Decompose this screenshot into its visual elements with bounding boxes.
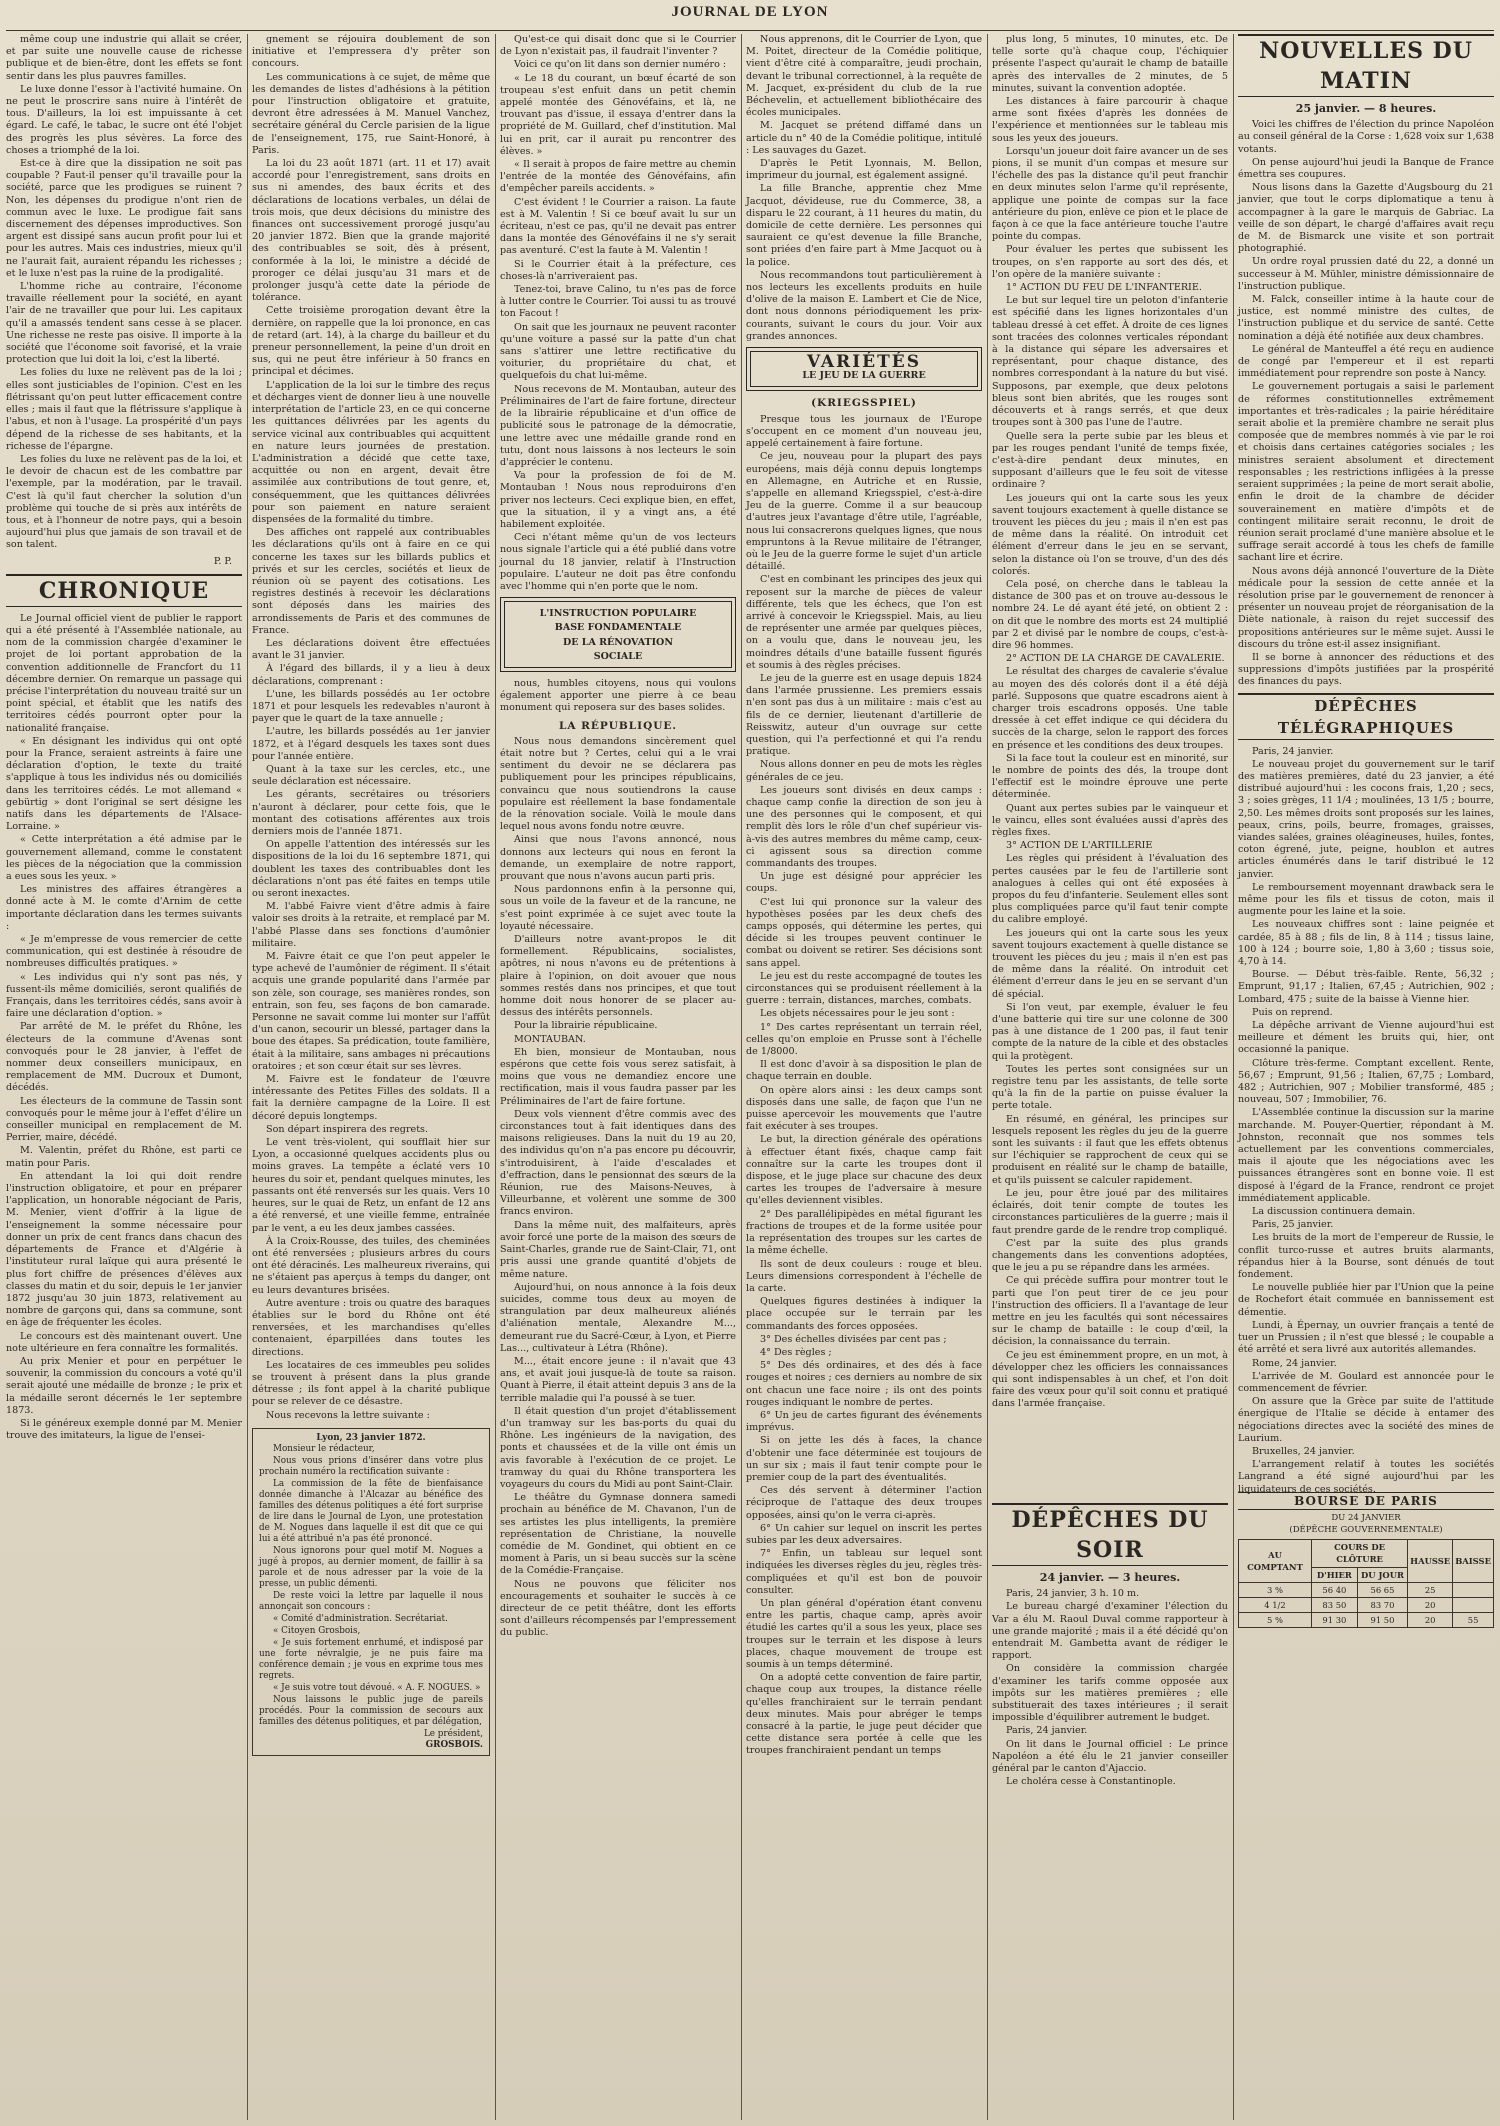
column-5 [992, 34, 1228, 2120]
nouvelle-paragraph: On pense aujourd'hui jeudi la Banque de France émettra ses coupures. [1238, 156, 1494, 181]
column-4 [746, 34, 982, 2120]
bourse-group-header: COURS DE CLÔTURE [1311, 1540, 1407, 1567]
article-paragraph: D'ailleurs notre avant-propos le dit formellement. Républicains, socialistes, apôtres, ni nous n'avons eu de prétentions à plaire à l'opinion, on doit avouer que nous sommes restés dans nos principes, et que tout homme doit nous honorer de se placer au-dessus des intérêts personnels. [500, 934, 736, 1019]
article-paragraph: Quant à la taxe sur les cercles, etc., une seule déclaration est nécessaire. [252, 763, 490, 788]
jeu-paragraph: Presque tous les journaux de l'Europe s'occupent en ce moment d'un nouveau jeu, appelé certainement à faire fortune. [746, 413, 982, 450]
nouvelle-paragraph: Un ordre royal prussien daté du 22, a donné un successeur à M. Mühler, ministre démissionnaire de l'instruction publique. [1238, 256, 1494, 292]
article-paragraph: Nous recommandons tout particulièrement à nos lecteurs les excellents produits en huile d'olive de la maison E. Lambert et Cie de Nice, dont nous donnons périodiquement les prix-courants, suivant le cours du jour. Voir aux grandes annonces. [746, 269, 982, 342]
jeu-paragraph: Ils sont de deux couleurs : rouge et bleu. Leurs dimensions correspondent à l'échelle de la carte. [746, 1258, 982, 1294]
article-paragraph: Autre aventure : trois ou quatre des baraques établies sur le bord du Rhône ont été renversées, et les marchandises qu'elles contenaient, éparpillées dans toutes les directions. [252, 1297, 490, 1358]
jeu-paragraph: En résumé, en général, les principes sur lesquels reposent les règles du jeu de la guerre sont les suivants : il faut que les effets obtenus sur l'échiquier se rapprochent de ceux qui se produisent en réalité sur le champ de bataille, et qu'ils puissent se calculer rapidement. [992, 1113, 1228, 1186]
chronique-paragraph: « Cette interprétation a été admise par le gouvernement allemand, comme le constatent les pièces de la négociation que la commission a eues sous les yeux. » [6, 834, 242, 882]
article-paragraph: « Il serait à propos de faire mettre au chemin l'entrée de la montée des Génovéfains, afin d'empêcher pareils accidents. » [500, 159, 736, 195]
depeche-paragraph: Le nouvelle publiée hier par l'Union que la peine de Rochefort était commuée en bannissement est démentie. [1238, 1282, 1494, 1318]
article-paragraph: Tenez-toi, brave Calino, tu n'es pas de force à lutter contre le Courrier. Toi aussi tu as trouvé ton Facout ! [500, 284, 736, 320]
nouvelles-heading: NOUVELLES DU MATIN [1238, 34, 1494, 97]
depeche-paragraph: Paris, 24 janvier, 3 h. 10 m. [1006, 1588, 1140, 1600]
jeu-paragraph: 6° Un jeu de cartes figurant des événements imprévus. [746, 1409, 982, 1434]
chronique-paragraph: Si le généreux exemple donné par M. Menier trouve des imitateurs, la ligue de l'ensei- [6, 1417, 242, 1442]
depeche-paragraph: Paris, 24 janvier. [1252, 745, 1334, 757]
depeche-paragraph: Paris, 25 janvier. [1252, 1219, 1334, 1231]
depeche-paragraph: On assure que la Grèce par suite de l'attitude énergique de l'Italie se décide à entamer des négociations directes avec la société des mines de Laurium. [1238, 1396, 1494, 1444]
letter-date: Lyon, 23 janvier 1872. [316, 1432, 426, 1443]
article-paragraph: « Le 18 du courant, un bœuf écarté de son troupeau s'est enfuit dans un petit chemin appelé montée des Génovéfains, et là, ne trouvant pas d'issue, il essaya d'entrer dans la propriété de M. Guillard, chef d'institution. Mal lui en prit, car il aurait pu rencontrer des élèves. » [500, 72, 736, 157]
col5-article [992, 34, 1228, 1499]
bourse-cell: 4 1/2 [1239, 1597, 1312, 1612]
bourse-row [1239, 1582, 1494, 1597]
depeche-paragraph: Le nouveau projet du gouvernement sur le tarif des matières premières, daté du 23 janvier, a été distribué aujourd'hui : les cocons frais, 1,20 ; secs, 3 ; soies grèges, 11 1/4 ; moulinées, 13 1/5 ; bourre, 2,50. Les mêmes droits sont proposés sur les laines, peaux, crins, poils, beurre, fromages, graisses, viandes salées, graines oléagineuses, huiles, fontes, coton égrené, jute, peigne, houblon et autres articles énumérés dans le tarif distribué le 12 janvier. [1238, 758, 1494, 880]
depeche-paragraph: Clôture très-ferme. Comptant excellent. Rente, 56,67 ; Emprunt, 91,56 ; Italien, 67,75 ; Lombard, 482 ; Autrichien, 907 ; Mobilier transformé, 485 ; nouveau, 507 ; Immobilier, 76. [1238, 1057, 1494, 1106]
inst-text: nous, humbles citoyens, nous qui voulons également apporter une pierre à ce beau monument qui reposera sur des bases solides. [500, 677, 736, 714]
nouvelle-paragraph: Le gouvernement portugais a saisi le parlement de réformes constitutionnelles extrêmement importantes et très-radicales ; la pairie héréditaire serait abolie et la première chambre ne serait plus composée que de membres nommés à vie par le roi et choisis dans certaines catégories sociales ; les ministres seraient absolument et directement responsables ; les restrictions infligées à la presse seraient supprimées ; la peine de mort serait abolie, enfin le droit de la chambre de décider souverainement en matière d'impôts et de contingent militaire serait reconnu, le droit de réunion serait proclamé d'une manière absolue et le suffrage serait accordé à tous les chefs de famille sachant lire et écrire. [1238, 381, 1494, 564]
depeche-paragraph: La dépêche arrivant de Vienne aujourd'hui est meilleure et dément les bruits qui, hier, ont occasionné la panique. [1238, 1020, 1494, 1056]
jeu-paragraph: 5° Des dés ordinaires, et des dés à face rouges et noires ; ces derniers au nombre de six ont chacun une face noire ; ils ont des points rouges indiquant le nombre de pertes. [746, 1360, 982, 1408]
varietes-subheading: LE JEU DE LA GUERRE [802, 370, 926, 382]
bourse-col-header: DU JOUR [1357, 1567, 1407, 1582]
republique-heading: LA RÉPUBLIQUE. [558, 719, 678, 732]
jeu-paragraph: C'est lui qui prononce sur la valeur des hypothèses posées par les deux chefs des camps opposés, qui détermine les pertes, qui décide si les troupes peuvent continuer le combat ou doivent se retirer. Ses décisions sont sans appel. [746, 896, 982, 969]
jeu-paragraph: Les règles qui président à l'évaluation des pertes causées par le feu de l'artillerie sont analogues à celles qui ont été exposées à propos du feu d'infanterie. Seulement elles sont plus compliquées parce qu'il faut tenir compte du calibre employé. [992, 853, 1228, 926]
article-paragraph: Nous pardonnons enfin à la personne qui, sous un voile de la faveur et de la rancune, ne s'est point exprimée à ce sujet avec toute la loyauté nécessaire. [500, 884, 736, 932]
article-paragraph: M. Faivre est le fondateur de l'œuvre intéressante des Petites Filles des soldats. Il a fait la dernière campagne de la Loire. Il est décoré depuis longtemps. [252, 1074, 490, 1122]
bourse-col-header: HAUSSE [1408, 1540, 1453, 1583]
columns-container [6, 34, 1494, 2120]
jeu-paragraph: Le but sur lequel tire un peloton d'infanterie est spécifié dans les lignes horizontales d'un tableau dressé à cet effet. À droite de ces lignes sont tracées des colonnes verticales répondant à la distance qui sépare les adversaires et représentant, pour chaque distance, des nombres correspondant à la nature du but visé. Supposons, par exemple, que deux pelotons bleus sont bien abrités, que les rouges sont découverts et à rangs serrés, et que deux troupes sont à 300 pas l'une de l'autre. [992, 295, 1228, 429]
article-paragraph: Est-ce à dire que la dissipation ne soit pas coupable ? Faut-il penser qu'il travaille pour la société, parce que les prodigues se ruinent ? Non, les dépenses du prodigue n'ont rien de commun avec le luxe. Le prodigue fait sans discernement des dépenses improductives. Son argent est dissipé sans aucun profit pour lui et pour les autres. Mais ces industries, mieux qu'il ne l'aurait fait, auraient répandu les richesses ; et le luxe n'est pas la ruine de la prodigalité. [6, 158, 242, 279]
bourse-cell: 56 40 [1311, 1582, 1357, 1597]
telegraphiques-article [1238, 745, 1494, 1495]
chronique-paragraph: Le Journal officiel vient de publier le rapport qui a été présenté à l'Assemblée nationale, au nom de la commission chargée d'examiner le projet de loi portant approbation de la convention additionnelle de Francfort du 11 décembre dernier. On remarque un passage qui précise l'interprétation du nouveau traité sur un point spécial, et établit que les natifs des territoires cédés pourront opter pour la nationalité française. [6, 612, 242, 734]
col1-signature: P. P. [213, 555, 232, 567]
jeu-paragraph: 2° ACTION DE LA CHARGE DE CAVALERIE. [1006, 653, 1225, 665]
article-paragraph: Va pour la profession de foi de M. Montauban ! Nous nous reproduirons d'en priver nos lecteurs. Ceci explique bien, en effet, que la situation, il y a vingt ans, a été habilement exploitée. [500, 470, 736, 530]
letter-body [259, 1444, 483, 1728]
depeche-paragraph: L'Assemblée continue la discussion sur la marine marchande. M. Pouyer-Quertier, répondant à M. Johnston, reconnaît que nos sommes tels actuellement par les conventions commerciales, mais il ajoute que les négociations avec les puissances étrangères sont en bonne voie. Il est disposé à l'égard de la France, rendront ce projet immédiatement applicable. [1238, 1107, 1494, 1204]
letter-paragraph: Nous vous prions d'insérer dans votre plus prochain numéro la rectification suivante : [259, 1455, 483, 1477]
bourse-cell: 83 50 [1311, 1597, 1357, 1612]
bourse-cell: 55 [1453, 1613, 1494, 1628]
bourse-table [1238, 1539, 1494, 1628]
depeche-paragraph: Le bureau chargé d'examiner l'élection du Var a élu M. Raoul Duval comme rapporteur à une grande majorité ; mais il a été décidé qu'on entendrait M. Gambetta avant de rédiger le rapport. [992, 1601, 1228, 1662]
depeche-paragraph: Le remboursement moyennant drawback sera le même pour les fils et tissus de coton, mais il augmente pour les laine et la soie. [1238, 881, 1494, 918]
jeu-guerre-article [746, 414, 982, 1758]
depeche-paragraph: Le choléra cesse à Constantinople. [1006, 1776, 1176, 1788]
bourse-cell: 20 [1408, 1597, 1453, 1612]
depeche-paragraph: On lit dans le Journal officiel : Le prince Napoléon a été élu le 21 janvier conseiller général par le canton d'Ajaccio. [992, 1738, 1228, 1775]
article-paragraph: M. Jacquet se prétend diffamé dans un article du n° 40 de la Comédie politique, intitulé : Les sauvages du Gazet. [746, 120, 982, 156]
depeche-paragraph: Les nouveaux chiffres sont : laine peignée et cardée, 85 à 88 ; fils de lin, 8 à 114 ; tissus laine, 100 à 124 ; bourre soie, 1,80 à 3,60 ; tissus soie, 4,70 à 14. [1238, 919, 1494, 967]
jeu-paragraph: Le jeu de la guerre est en usage depuis 1824 dans l'armée prussienne. Les premiers essais n'en sont pas dus à un militaire : mais c'est au fils de ce dernier, lieutenant d'artillerie de Reisswitz, auteur d'un ouvrage sur cette question, qui l'a perfectionné et qui l'a rendu pratique. [746, 672, 982, 758]
bourse-cell: 25 [1408, 1582, 1453, 1597]
column-rule [987, 34, 988, 2120]
jeu-paragraph: Quelques figures destinées à indiquer la place occupée sur le terrain par les commandants des forces opposées. [746, 1296, 982, 1332]
jeu-paragraph: Toutes les pertes sont consignées sur un registre tenu par les assistants, de telle sorte qu'à la fin de la partie on puisse évaluer la perte totale. [992, 1063, 1228, 1112]
chronique-article [6, 613, 242, 1443]
article-paragraph: Le théâtre du Gymnase donnera samedi prochain au bénéfice de M. Chavanon, l'un de ses artistes les plus intelligents, la première représentation de Christiane, la nouvelle comédie de M. Gondinet, qui obtient en ce moment à Paris, un si beau succès sur la scène de la Comédie-Française. [500, 1492, 736, 1577]
varietes-paren: (KRIEGSSPIEL) [811, 397, 917, 410]
bourse-date: DU 24 JANVIER [1331, 1512, 1401, 1523]
jeu-paragraph: Ce qui précède suffira pour montrer tout le parti que l'on peut tirer de ce jeu pour l'instruction des officiers. Il a l'avantage de leur mettre en jeu les facultés qui sont nécessaires sur le champ de bataille : le coup d'œil, la décision, la connaissance du terrain. [992, 1275, 1228, 1348]
article-paragraph: L'une, les billards possédés au 1er octobre 1871 et pour lesquels les redevables n'auront à payer que le quart de la taxe annuelle ; [252, 688, 490, 725]
jeu-paragraph: C'est par la suite des plus grands changements dans les conventions adoptées, que le jeu a pu se répandre dans les armées. [992, 1237, 1228, 1274]
letter-box [252, 1428, 490, 1756]
article-paragraph: M. Faivre était ce que l'on peut appeler le type achevé de l'aumônier de régiment. Il s'était acquis une grande popularité dans l'armée par son zèle, son courage, ses manières rondes, son entrain, son feu, ses façons de bon camarade. Personne ne savait comme lui monter sur l'affût d'un canon, secourir un blessé, partager dans la boue des étapes. Sa prédication, toute familière, était à la militaire, sans ambages ni précautions oratoires ; et son cœur était sur ses lèvres. [252, 951, 490, 1072]
jeu-paragraph: On opère alors ainsi : les deux camps sont disposés dans une salle, de façon que l'un ne puisse apercevoir les mouvements que l'autre fait exécuter à ses troupes. [746, 1084, 982, 1133]
depeche-paragraph: Bourse. — Début très-faible. Rente, 56,32 ; Emprunt, 91,17 ; Italien, 67,45 ; Autrichien, 902 ; Lombard, 475 ; suite de la baisse à Vienne hier. [1238, 969, 1494, 1005]
jeu-paragraph: Quant aux pertes subies par le vainqueur et le vaincu, elles sont évaluées aussi d'après des règles fixes. [992, 802, 1228, 838]
article-paragraph: M..., était encore jeune : il n'avait que 43 ans, et avait joui jusque-là de toute sa raison. Quant à Pierre, il était atteint depuis 3 ans de la terrible maladie qui l'a poussé à se tuer. [500, 1355, 736, 1404]
varietes-heading: VARIÉTÉS [807, 352, 921, 373]
article-paragraph: Nous recevons de M. Montauban, auteur des Préliminaires de l'art de faire fortune, directeur de la librairie républicaine et d'un office de publicité sous le patronage de la démocratie, une lettre avec une médaille grande rond en tutu, dont nous laissons à nos lecteurs le soin d'apprécier le contenu. [500, 383, 736, 468]
col2-article [252, 34, 490, 1422]
telegraphiques-heading: DÉPÊCHES TÉLÉGRAPHIQUES [1238, 693, 1494, 740]
nouvelles-subheading: 25 janvier. — 8 heures. [1295, 102, 1437, 115]
column-1 [6, 34, 242, 2120]
article-paragraph: Nous ne pouvons que féliciter nos encouragements et souhaiter le succès à ce directeur de ce petit théâtre, dont les efforts sont d'ailleurs récompensés par l'empressement du public. [500, 1578, 736, 1639]
article-paragraph: L'autre, les billards possédés au 1er janvier 1872, et à l'égard desquels les taxes sont dues pour l'année entière. [252, 726, 490, 762]
article-paragraph: La loi du 23 août 1871 (art. 11 et 17) avait accordé pour l'enregistrement, sans droits en sus ni amendes, des baux écrits et des déclarations de locations verbales, un délai de trois mois, que deux décisions du ministre des finances ont successivement prorogé jusqu'au 20 janvier 1872. Bien que la grande majorité des contribuables se soit, dès à présent, conformée à la loi, le ministre a décidé de proroger ce délai jusqu'au 31 mars et de prolonger jusqu'à cette date la période de tolérance. [252, 158, 490, 304]
depeche-paragraph: Les bruits de la mort de l'empereur de Russie, le conflit turco-russe et autres bruits alarmants, répandus hier à la Bourse, sont dénués de tout fondement. [1238, 1232, 1494, 1281]
jeu-paragraph: C'est en combinant les principes des jeux qui reposent sur la marche de pièces de valeur différente, tels que les échecs, que l'on est arrivé à concevoir le Kriegsspiel. Mais, au lieu de représenter une armée par quelques pièces, on a voulu que, dans le nouveau jeu, les moindres détails d'une bataille fussent figurés et soumis à des règles précises. [746, 574, 982, 671]
jeu-paragraph: plus long, 5 minutes, 10 minutes, etc. De telle sorte qu'à chaque coup, l'échiquier présente l'aspect qu'aurait le champ de bataille après des intervalles de 2 minutes, de 5 minutes, suivant la convention adoptée. [992, 34, 1228, 94]
jeu-paragraph: Les distances à faire parcourir à chaque arme sont fixées d'après les données de l'expérience et mentionnées sur le tableau mis sous les yeux des joueurs. [992, 96, 1228, 144]
chronique-paragraph: « En désignant les individus qui ont opté pour la France, seraient astreints à faire une déclaration d'option, le texte du traité s'applique à tous les individus nés ou domiciliés dans les territoires cédés. Le mot allemand « gebürtig » dont l'original se sert désigne les natifs dans les départements de l'Alsace-Lorraine. » [6, 735, 242, 833]
article-paragraph: Les communications à ce sujet, de même que les demandes de listes d'adhésions à la pétition pour l'instruction obligatoire et gratuite, devront être adressées à M. Manuel Vanchez, secrétaire général du Cercle parisien de la ligue de l'enseignement, 175, rue Saint-Honoré, à Paris. [252, 71, 490, 156]
jeu-paragraph: Un plan général d'opération étant convenu entre les partis, chaque camp, après avoir étudié les cartes qu'il a sous les yeux, place ses troupes sur le terrain et les dispose à leurs places, chaque mouvement de troupe est soumis à un temps déterminé. [746, 1597, 982, 1670]
article-paragraph: Son départ inspirera des regrets. [266, 1123, 429, 1135]
article-paragraph: Nous recevons la lettre suivante : [266, 1409, 430, 1421]
article-paragraph: C'est évident ! le Courrier a raison. La faute est à M. Valentin ! Si ce bœuf avait lu sur un écriteau, n'est ce pas, qu'il ne devait pas entrer dans la montée des Génovéfains il ne s'y serait pas aventuré. C'est la faute à M. Valentin ! [500, 196, 736, 257]
bourse-col-header: BAISSE [1453, 1540, 1494, 1583]
article-paragraph: MONTAUBAN. [514, 1033, 586, 1045]
nouvelle-paragraph: Nous lisons dans la Gazette d'Augsbourg du 21 janvier, que tout le corps diplomatique a tenu à accompagner à la gare le marquis de Gabriac. La veille de son départ, le chargé d'affaires avait reçu de M. de Bismarck une visite et son portrait photographié. [1238, 182, 1494, 255]
col4-article [746, 34, 982, 343]
article-paragraph: Deux vols viennent d'être commis avec des circonstances tout à fait identiques dans des maisons religieuses. Dans la nuit du 19 au 20, des individus qu'on n'a pas encore pu découvrir, s'introduisirent, à l'aide d'escalades et d'effraction, dans le pensionnat des sœurs de la Réunion, rue des Maisons-Neuves, à Villeurbanne, et volèrent une somme de 300 francs environ. [500, 1108, 736, 1218]
article-paragraph: On sait que les journaux ne peuvent raconter qu'une voiture a passé sur la patte d'un chat sans s'attirer une lettre rectificative du voiturier, du propriétaire du chat, et quelquefois du chat lui-même. [500, 321, 736, 382]
chronique-paragraph: Par arrêté de M. le préfet du Rhône, les électeurs de la commune d'Avenas sont convoqués pour le 28 janvier, à l'effet de nommer deux conseillers municipaux, en remplacement de MM. Ducroux et Dumont, décédés. [6, 1021, 242, 1094]
article-paragraph: Des affiches ont rappelé aux contribuables les déclarations qu'ils ont à faire en ce qui concerne les taxes sur les billards publics et privés et sur les cercles, sociétés et lieux de réunion où se payent des cotisations. Les registres destinés à recevoir les déclarations sont déposés dans les mairies des arrondissements de Paris et des communes de France. [252, 527, 490, 636]
column-rule [1233, 34, 1234, 2120]
nouvelle-paragraph: Voici les chiffres de l'élection du prince Napoléon au conseil général de la Corse : 1,628 voix sur 1,638 votants. [1238, 119, 1494, 155]
bourse-cell: 20 [1408, 1613, 1453, 1628]
article-paragraph: Si le Courrier était à la préfecture, ces choses-là n'arriveraient pas. [500, 258, 736, 282]
letter-sign-name: GROSBOIS. [425, 1739, 483, 1750]
jeu-paragraph: Si la face tout la couleur est en minorité, sur le nombre de points des dés, la troupe dont l'effectif est le moindre éprouve une perte déterminée. [992, 752, 1228, 801]
jeu-paragraph: Les objets nécessaires pour le jeu sont : [760, 1008, 955, 1020]
article-paragraph: La fille Branche, apprentie chez Mme Jacquot, dévideuse, rue du Commerce, 38, a disparu le 22 courant, à 11 heures du matin, du domicile de cette dernière. Les personnes qui sauraient ce qu'est devenue la fille Branche, sont priées d'en faire part à Mme Jacquot ou à la police. [746, 183, 982, 268]
jeu-paragraph: Si l'on veut, par exemple, évaluer le feu d'une batterie qui tire sur une colonne de 300 pas à une distance de 1 200 pas, il faut tenir compte de la nature de la cible et des obstacles qui la protègent. [992, 1001, 1228, 1062]
bourse-cell: 56 65 [1357, 1582, 1407, 1597]
jeu-paragraph: Le but, la direction générale des opérations à effectuer étant fixés, chaque camp fait connaître sur la carte les troupes dont il dispose, et le juge place sur chacune des deux cartes les troupes de l'adversaire à mesure qu'elles deviennent visibles. [746, 1134, 982, 1207]
letter-paragraph: Nous laissons le public juge de pareils procédés. Pour la commission de secours aux familles des détenus politiques, et par délégation, [259, 1694, 483, 1727]
article-paragraph: À l'égard des billards, il y a lieu à deux déclarations, comprenant : [252, 663, 490, 687]
jeu-paragraph: Les joueurs sont divisés en deux camps : chaque camp confie la direction de son jeu à une des personnes qui le composent, et qui remplit dès lors le rôle d'un chef supérieur vis-à-vis des autres membres du même camp, ceux-ci agissent sous sa direction comme commandants des troupes. [746, 784, 982, 869]
jeu-paragraph: Nous allons donner en peu de mots les règles générales de ce jeu. [746, 759, 983, 783]
jeu-paragraph: On a adopté cette convention de faire partir, chaque coup aux troupes, la distance réelle qu'elles franchiraient sur le terrain pendant deux minutes. Mais pour abréger le temps consacré à la partie, le juge peut décider que cette distance sera portée à celle que les troupes franchiraient pendant un temps [746, 1672, 982, 1757]
jeu-paragraph: Le jeu, pour être joué par des militaires éclairés, doit tenir compte de toutes les circonstances particulières de la guerre ; mais il faut prendre garde de le rendre trop compliqué. [992, 1187, 1228, 1236]
depeche-paragraph: Puis on reprend. [1252, 1006, 1333, 1018]
article-paragraph: même coup une industrie qui allait se créer, et par suite une nouvelle cause de richesse publique et de bien-être, dont les effets se font sentir dans les plus pauvres familles. [6, 34, 242, 82]
jeu-paragraph: Il est donc d'avoir à sa disposition le plan de chaque terrain en double. [746, 1059, 982, 1083]
article-paragraph: Les déclarations doivent être effectuées avant le 31 janvier. [252, 637, 490, 662]
inst-line-2: BASE FONDAMENTALE [554, 622, 682, 634]
article-paragraph: Voici ce qu'on lit dans son dernier numéro : [514, 59, 727, 71]
chronique-heading: CHRONIQUE [6, 574, 242, 607]
instruction-box [500, 597, 736, 672]
article-paragraph: Les gérants, secrétaires ou trésoriers n'auront à déclarer, pour cette fois, que le montant des cotisations afférentes aux trois derniers mois de l'année 1871. [252, 789, 490, 837]
nouvelles-article [1238, 119, 1494, 688]
inst-line-1: L'INSTRUCTION POPULAIRE [539, 608, 697, 620]
col3-article [500, 34, 736, 593]
jeu-paragraph: Les joueurs qui ont la carte sous les yeux savent toujours exactement à quelle distance se trouvent les pièces du jeu ; mais il n'en est pas de même dans la réalité. On introduit cet élément d'erreur dans le jeu en se servant, selon la distance où l'on se trouve, d'un des dés colorés. [992, 492, 1228, 577]
chronique-paragraph: M. Valentin, préfet du Rhône, est parti ce matin pour Paris. [6, 1145, 242, 1169]
bourse-cell: 91 30 [1311, 1613, 1357, 1628]
jeu-paragraph: Les joueurs qui ont la carte sous les yeux savent toujours exactement à quelle distance se trouvent les pièces du jeu ; mais il n'en est pas de même dans la réalité. On introduit cet élément d'erreur dans le jeu en se servant d'un dé spécial. [992, 927, 1228, 1000]
article-paragraph: Nous nous demandons sincèrement quel était notre but ? Certes, celui qui a le vrai sentiment du devoir ne se déclarera pas publiquement pour les principes républicains, convaincu que nous soutiendrons la cause populaire est réellement la base fondamentale de la rénovation sociale. Voilà le moule dans lequel nous avons fondu notre œuvre. [500, 735, 736, 833]
col1-article [6, 34, 242, 552]
depeche-paragraph: Rome, 24 janvier. [1252, 1357, 1337, 1369]
letter-paragraph: La commission de la fête de bienfaisance donnée dimanche à l'Alcazar au bénéfice des familles des détenus politiques a été fort surprise de lire dans le Journal de Lyon, une protestation de M. Nogues dans laquelle il est dit que ce qui lui a été attribué n'a pas été prononcé. [259, 1478, 483, 1544]
jeu-paragraph: 1° Des cartes représentant un terrain réel, celles qu'on emploie en Prusse sont à l'échelle de 1/8000. [746, 1021, 982, 1058]
chronique-paragraph: En attendant la loi qui doit rendre l'instruction obligatoire, et pour en préparer l'application, un honorable négociant de Paris, M. Menier, vient d'offrir à la ligue de l'enseignement la somme nécessaire pour donner un prix de cent francs dans chacun des départements de France et d'Algérie à l'instituteur rural laïque qui aura présenté le plus fort chiffre de présences d'élèves aux classes du matin et du soir, depuis le 1er janvier 1872 jusqu'au 30 juin 1873, relativement au nombre de garçons qui, dans sa commune, sont en âge de fréquenter les écoles. [6, 1170, 242, 1329]
nouvelle-paragraph: Le général de Manteuffel a été reçu en audience de congé par l'empereur et il est reparti immédiatement pour reprendre son poste à Nancy. [1238, 343, 1494, 380]
bourse-cell [1453, 1597, 1494, 1612]
varietes-box [746, 347, 982, 391]
article-paragraph: Ceci n'étant même qu'un de vos lecteurs nous signale l'article qui a été publié dans votre journal du 18 janvier, relatif à l'Instruction populaire. L'auteur ne doit pas être confondu avec l'homme qui n'en porte que le nom. [500, 532, 736, 592]
bourse-row [1239, 1597, 1494, 1612]
jeu-paragraph: Si on jette les dés à faces, la chance d'obtenir une face déterminée est toujours de un sur six ; mais il faut tenir compte pour le premier coup de la part des éventualités. [746, 1435, 982, 1483]
bourse-cell [1453, 1582, 1494, 1597]
depeche-paragraph: La discussion continuera demain. [1252, 1206, 1416, 1218]
bourse-row [1239, 1613, 1494, 1628]
jeu-paragraph: Lorsqu'un joueur doit faire avancer un de ses pions, il se munit d'un compas et mesure sur l'échelle des pas la distance qu'il peut franchir en deux minutes selon l'arme qu'il représente, applique une pointe de compas sur la face antérieure du pion, enlève ce pion et le place de façon à ce que la face antérieure touche l'autre pointe du compas. [992, 145, 1228, 243]
depeche-paragraph: L'arrangement relatif à toutes les sociétés Langrand a été signé aujourd'hui par les liquidateurs de ces sociétés. [1238, 1459, 1494, 1495]
bourse-cell: 3 % [1239, 1582, 1312, 1597]
article-paragraph: Il était question d'un projet d'établissement d'un tramway sur les bas-ports du quai du Rhône. Les ingénieurs de la navigation, des ponts et chaussées et de la ville ont émis un avis favorable à l'exécution de ce projet. Le tramway du quai du Rhône transportera les voyageurs du cours du Midi au pont Saint-Clair. [500, 1405, 736, 1490]
jeu-paragraph: 7° Enfin, un tableau sur lequel sont indiquées les diverses règles du jeu, règles très-compliquées et qu'il est bon de pouvoir consulter. [746, 1548, 982, 1596]
jeu-paragraph: Un juge est désigné pour apprécier les coups. [746, 871, 982, 895]
jeu-paragraph: 1° ACTION DU FEU DE L'INFANTERIE. [1006, 282, 1202, 294]
depeche-paragraph: Lundi, à Épernay, un ouvrier français a tenté de tuer un Prussien ; il n'est que blessé ; le coupable a été arrêté et sera livré aux autorités allemandes. [1238, 1319, 1494, 1356]
bourse-body [1239, 1582, 1494, 1628]
article-paragraph: Cette troisième prorogation devant être la dernière, on rappelle que la loi prononce, en cas de retard (art. 14), à la charge du bailleur et du preneur personnellement, la peine d'un droit en sus, qui ne peut être inférieur à 50 francs en principal et décimes. [252, 305, 490, 378]
bourse-cell: 91 50 [1357, 1613, 1407, 1628]
depeches-soir-article [992, 1588, 1228, 1788]
jeu-paragraph: Ce jeu, nouveau pour la plupart des pays européens, mais déjà connu depuis longtemps en Allemagne, en Autriche et en Russie, s'appelle en allemand Kriegsspiel, c'est-à-dire Jeu de la guerre. Comme il a sur beaucoup d'autres jeux l'avantage d'être utile, l'agréable, nous lui consacrerons quelques lignes, que nous empruntons à la Revue militaire de l'étranger, où le Jeu de la guerre forme le sujet d'un article détaillé. [746, 451, 982, 573]
nouvelle-paragraph: Nous avons déjà annoncé l'ouverture de la Diète médicale pour la session de cette année et la résolution prise par le gouvernement de renoncer à présenter un nouveau projet de réorganisation de la Diète nationale, à raison du rejet successif des propositions antérieures sur le même sujet. Aussi le discours du trône est-il assez insignifiant. [1238, 565, 1494, 650]
jeu-paragraph: 2° Des parallélipipèdes en métal figurant les fractions de troupes et de la forme usitée pour la représentation des troupes sur les cartes de la même échelle. [746, 1208, 982, 1257]
letter-paragraph: « Citoyen Grosbois, [273, 1625, 361, 1636]
masthead-rule [6, 30, 1494, 31]
depeches-soir-heading: DÉPÊCHES DU SOIR [992, 1503, 1228, 1566]
letter-paragraph: « Je suis fortement enrhumé, et indisposé par une forte névralgie, je ne puis faire ma conférence demain ; je vous en exprime tous mes regrets. [259, 1637, 483, 1681]
jeu-paragraph: 3° Des échelles divisées par cent pas ; [760, 1333, 947, 1345]
jeu-paragraph: 4° Des règles ; [760, 1346, 832, 1358]
article-paragraph: Dans la même nuit, des malfaiteurs, après avoir forcé une porte de la maison des sœurs de Saint-Charles, grande rue de Saint-Clair, 71, ont pris aussi une grande quantité d'objets de même nature. [500, 1219, 736, 1280]
jeu-paragraph: Cela posé, on cherche dans le tableau la distance de 300 pas et on trouve au-dessous le nombre 24. Le dé ayant été jeté, on obtient 2 : on dit que le nombre des morts est 24 multiplié par 2 et divisé par le nombre de coups, c'est-à-dire 96 hommes. [992, 578, 1228, 651]
article-paragraph: Qu'est-ce qui disait donc que si le Courrier de Lyon n'existait pas, il faudrait l'inventer ? [500, 34, 736, 58]
nouvelle-paragraph: M. Falck, conseiller intime à la haute cour de justice, est nommé ministre des cultes, de l'instruction publique et du service de santé. Cette nomination a déjà été notifiée aux deux chambres. [1238, 294, 1494, 342]
article-paragraph: Le vent très-violent, qui soufflait hier sur Lyon, a occasionné quelques accidents plus ou moins graves. La tempête a éclaté vers 10 heures du soir et, pendant quelques minutes, les passants ont été renversés sur les quais. Vers 10 heures, sur le quai de Retz, un enfant de 12 ans a été renversé, et une vieille femme, entraînée par le vent, a eu les deux jambes cassées. [252, 1137, 490, 1234]
article-paragraph: Eh bien, monsieur de Montauban, nous espérons que cette fois vous serez satisfait, à moins que vous ne demandiez encore une rectification, mais il vous faudra passer par les Préliminaires de l'art de faire fortune. [500, 1046, 736, 1107]
bourse-col-header: AU COMPTANT [1239, 1540, 1312, 1583]
jeu-paragraph: 3° ACTION DE L'ARTILLERIE [1006, 840, 1153, 852]
letter-paragraph: Monsieur le rédacteur, [273, 1443, 375, 1454]
article-paragraph: Le luxe donne l'essor à l'activité humaine. On ne peut le proscrire sans nuire à l'intérêt de tous. D'ailleurs, la loi est impuissante à cet égard. Le café, le tabac, le sucre ont été l'objet des progrès les plus sévères. La force des choses a triomphé de la loi. [6, 83, 242, 156]
column-rule [247, 34, 248, 2120]
bourse-source: (DÉPÊCHE GOUVERNEMENTALE) [1289, 1524, 1443, 1535]
column-rule [741, 34, 742, 2120]
chronique-paragraph: Au prix Menier et pour en perpétuer le souvenir, la commission du concours a voté qu'il serait ajouté une médaille de bronze ; le prix et la médaille seront décernés le 1er septembre 1873. [6, 1355, 242, 1416]
nouvelle-paragraph: Il se borne à annoncer des réductions et des suppressions d'impôts justifiées par la prospérité des finances du pays. [1238, 651, 1494, 688]
article-paragraph: Les folies du luxe ne relèvent pas de la loi, et le devoir de chacun est de les combattre par l'exemple, par la modération, par le travail. C'est là qu'il faut chercher la solution d'un problème qui touche de si près aux intérêts de tous, et à l'honneur de notre pays, qui a besoin aujourd'hui plus que jamais de son travail et de son talent. [6, 453, 242, 551]
letter-paragraph: Nous ignorons pour quel motif M. Nogues a jugé à propos, au dernier moment, de faillir à sa parole et de nous adresser par la voie de la presse, un public démenti. [259, 1545, 483, 1589]
article-paragraph: Nous apprenons, dit le Courrier de Lyon, que M. Poitet, directeur de la Comédie politique, vient d'être cité à comparaître, jeudi prochain, devant le tribunal correctionnel, à la requête de M. Jacquet, ex-président du club de la rue Béchevelin, et actuellement bibliothécaire des écoles municipales. [746, 34, 982, 119]
bourse-cell: 5 % [1239, 1613, 1312, 1628]
column-6 [1238, 34, 1494, 2120]
article-paragraph: Ainsi que nous l'avons annoncé, nous donnons aux lecteurs qui nous en feront la demande, un exemplaire de notre rapport, prouvant que nous n'avons aucun parti pris. [500, 834, 736, 882]
letter-sign-title: Le président, [423, 1728, 483, 1739]
article-paragraph: gnement se réjouira doublement de son initiative et l'empressera d'y prêter son concours. [252, 34, 490, 70]
bourse-col-header: D'HIER [1311, 1567, 1357, 1582]
article-paragraph: Aujourd'hui, on nous annonce à la fois deux suicides, comme tous deux au moyen de strangulation par deux malheureux aliénés d'aliénation mentale, Alexandre M..., demeurant rue du Sacré-Cœur, à Lyon, et Pierre Las..., cultivateur à Létra (Rhône). [500, 1281, 736, 1354]
letter-paragraph: « Je suis votre tout dévoué. « A. F. NOGUES. » [273, 1682, 481, 1693]
chronique-paragraph: « Je m'empresse de vous remercier de cette communication, qui est destinée à résoudre de nombreuses difficultés pratiques. » [6, 934, 242, 970]
article-paragraph: L'application de la loi sur le timbre des reçus et décharges vient de donner lieu à une nouvelle interprétation de l'article 23, en ce qui concerne les quittances délivrées par les agents du service vicinal aux contribuables qui acquittent en nature leurs journées de prestation. L'administration a décidé que cette taxe, acquittée ou non en argent, devait être assimilée aux contributions de tout genre, et, conséquemment, que les quittances délivrées pour son paiement en nature seraient dispensées de la formalité du timbre. [252, 379, 490, 525]
jeu-paragraph: 6° Un cahier sur lequel on inscrit les pertes subies par les deux adversaires. [746, 1522, 982, 1546]
bourse-heading: BOURSE DE PARIS [1238, 1492, 1494, 1510]
chronique-paragraph: « Les individus qui n'y sont pas nés, y fussent-ils même domiciliés, seront qualifiés de Français, dans les territoires cédés, sans avoir à faire une déclaration d'option. » [6, 971, 242, 1020]
bourse-cell: 83 70 [1357, 1597, 1407, 1612]
article-paragraph: L'homme riche au contraire, l'économe travaille réellement pour la société, en ayant l'air de ne travailler que pour lui. Les capitaux qu'il a amassés tendent sans cesse à se placer. Une richesse ne reste pas oisive. Il importe à la société que l'économe soit favorisé, et la vraie protection que lui doit la loi, c'est la liberté. [6, 281, 242, 366]
article-paragraph: Les locataires de ces immeubles peu solides se trouvent à présent dans la plus grande détresse ; ils font appel à la charité publique pour se relever de ce désastre. [252, 1359, 490, 1408]
jeu-paragraph: Le résultat des charges de cavalerie s'évalue au moyen des dés colorés dont il a été déjà parlé. Supposons que quatre escadrons aient à charger trois escadrons opposés. Une table dressée à cet effet indique ce qui décidera du succès de la charge, selon le rapport des forces en présence et les conditions des deux troupes. [992, 666, 1228, 751]
inst-line-3: DE LA RÉNOVATION [562, 636, 674, 648]
jeu-paragraph: Quelle sera la perte subie par les bleus et par les rouges pendant l'unité de temps fixée, c'est-à-dire pendant deux minutes, en supposant d'ailleurs que le feu soit de vitesse ordinaire ? [992, 430, 1228, 491]
chronique-paragraph: Les électeurs de la commune de Tassin sont convoqués pour le même jour à l'effet d'élire un conseiller municipal en remplacement de M. Perrier, maire, décédé. [6, 1095, 242, 1144]
column-2 [252, 34, 490, 2120]
jeu-paragraph: Ces dés servent à déterminer l'action réciproque de l'attaque des deux troupes opposées, ainsi qu'on le verra ci-après. [746, 1485, 982, 1521]
letter-paragraph: De reste voici la lettre par laquelle il nous annonçait son concours : [259, 1590, 483, 1612]
article-paragraph: Les folies du luxe ne relèvent pas de la loi ; elles sont justiciables de l'opinion. C'est en les flétrissant qu'on peut lutter efficacement contre elles ; mais il faut que la flétrissure s'applique à l'abus, et non à l'usage. La prospérité d'un pays dépend de la richesse de ses habitants, et la richesse de l'épargne. [6, 367, 242, 452]
inst-line-4: SOCIALE [593, 650, 643, 662]
depeche-paragraph: Bruxelles, 24 janvier. [1252, 1445, 1355, 1457]
depeche-paragraph: Paris, 24 janvier. [1006, 1725, 1088, 1737]
article-paragraph: À la Croix-Rousse, des tuiles, des cheminées ont été renversées ; plusieurs arbres du cours ont été déracinés. Les malheureux riverains, qui ne s'étaient pas aperçus à temps du danger, ont eu leurs devantures brisées. [252, 1235, 490, 1296]
article-paragraph: On appelle l'attention des intéressés sur les dispositions de la loi du 16 septembre 1871, qui doublent les taxes des contribuables dont les déclarations n'ont pas été faites en temps utile ou seront inexactes. [252, 839, 490, 900]
depeches-soir-subheading: 24 janvier. — 3 heures. [1039, 1571, 1181, 1584]
article-paragraph: D'après le Petit Lyonnais, M. Bellon, imprimeur du journal, est également assigné. [746, 158, 982, 182]
jeu-paragraph: Ce jeu est éminemment propre, en un mot, à développer chez les officiers les connaissances qui sont indispensables à un chef, et l'on doit faire des vœux pour qu'il soit connu et pratiqué dans l'armée française. [992, 1349, 1228, 1410]
column-rule [495, 34, 496, 2120]
jeu-paragraph: Pour évaluer les pertes que subissent les troupes, on s'en rapporte au sort des dés, et l'on opère de la manière suivante : [992, 244, 1228, 280]
depeche-paragraph: L'arrivée de M. Goulard est annoncée pour le commencement de février. [1238, 1370, 1494, 1394]
article-paragraph: Pour la librairie républicaine. [514, 1020, 658, 1032]
depeche-paragraph: On considère la commission chargée d'examiner les tarifs comme opposée aux impôts sur les matières premières ; elle substituerait des taxes intérieures ; il serait impossible d'équilibrer autrement le budget. [992, 1663, 1228, 1724]
jeu-paragraph: Le jeu est du reste accompagné de toutes les circonstances qui se produisent réellement à la guerre : terrain, distances, marches, combats. [746, 970, 982, 1007]
col3-article-2 [500, 736, 736, 1640]
column-3 [500, 34, 736, 2120]
article-paragraph: M. l'abbé Faivre vient d'être admis à faire valoir ses droits à la retraite, et remplacé par M. l'abbé Plasse dans ses fonctions d'aumônier militaire. [252, 901, 490, 949]
letter-paragraph: « Comité d'administration. Secrétariat. [273, 1613, 448, 1624]
masthead-title: JOURNAL DE LYON [671, 4, 829, 20]
chronique-paragraph: Le concours est dès maintenant ouvert. Une note ultérieure en fera connaître les formalités. [6, 1330, 242, 1354]
chronique-paragraph: Les ministres des affaires étrangères a donné acte à M. le comte d'Arnim de cette importante déclaration dans les termes suivants : [6, 884, 242, 932]
